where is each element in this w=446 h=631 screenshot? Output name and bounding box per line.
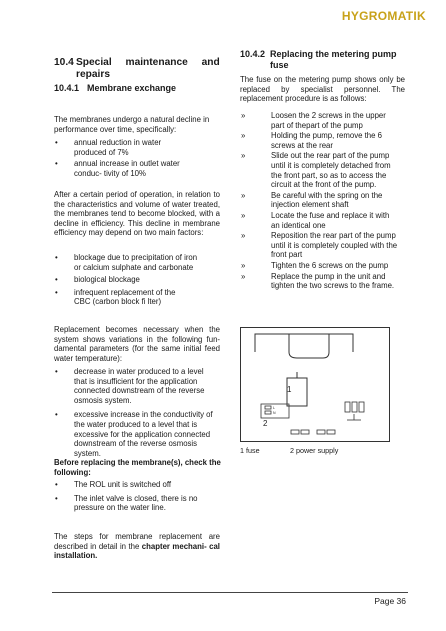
paragraph-fuse-intro: The fuse on the metering pump shows only be replaced by specialist personnel. The replacement procedure is as follows: — [240, 75, 405, 104]
list-item — [54, 275, 220, 285]
list-item — [54, 138, 220, 157]
step-text: Tighten the 6 screws on the pump — [271, 260, 389, 270]
section-title-line2: repairs — [76, 69, 110, 80]
procedure-step — [240, 231, 405, 260]
list-item-text: annual increase in outlet water conduc- tivity of 10% — [74, 159, 180, 178]
section-number: 10.4 — [54, 57, 74, 68]
list-item-text: The ROL unit is switched off — [74, 480, 172, 489]
subsection-title-2-line1: Replacing the metering pump — [270, 49, 397, 59]
list-item-text: infrequent replacement of the CBC (carbon block fi lter) — [74, 287, 176, 307]
paragraph-efficiency: After a certain period of operation, in relation to the characteristics and volume of water treated, the membranes tend to become blocked, with a decline in efficiency. This decline in membrane efficiency may depend on two main factors: — [54, 190, 220, 238]
label-terminal-l: L — [273, 406, 275, 410]
list-item-text: blockage due to precipitation of iron or calcium sulphate and carbonate — [74, 253, 198, 272]
list-item — [54, 480, 220, 490]
list-item-text: biological blockage — [74, 275, 140, 285]
list-variations — [54, 367, 220, 458]
list-item-text: decrease in water produced to a level that is insufficient for the application connected downstream of the reverse osmosis system. — [74, 367, 205, 405]
step-text: Holding the pump, remove the 6 screws at the rear — [271, 131, 382, 150]
board-top-outline — [255, 334, 353, 352]
caption-power-supply: 2 power supply — [290, 446, 339, 455]
step-marker: » — [241, 210, 246, 220]
step-marker: » — [241, 111, 246, 120]
procedure-step — [240, 131, 405, 150]
board-notch — [289, 334, 329, 358]
subsection-heading — [54, 83, 222, 94]
subsection-title: Membrane exchange — [87, 83, 177, 93]
paragraph-intro: The membranes undergo a natural decline in performance over time, specifically: — [54, 115, 210, 134]
bullet-marker: • — [55, 410, 58, 420]
list-item — [54, 159, 220, 178]
list-item-text: annual reduction in water produced of 7% — [74, 138, 162, 157]
component-c — [359, 402, 364, 412]
bullet-marker: • — [55, 253, 58, 262]
bullet-marker: • — [55, 159, 58, 169]
page-number: Page 36 — [374, 596, 406, 606]
step-marker: » — [241, 231, 246, 241]
list-procedure — [240, 111, 405, 291]
paragraph-replacement: Replacement becomes necessary when the system shows variations in the following fun- damental parameters (for the same initial feed water temperature): — [54, 325, 220, 363]
label-terminal-n: N — [273, 411, 276, 415]
section-heading — [54, 57, 222, 81]
subsection-title-2-line2: fuse — [270, 60, 289, 70]
bullet-marker: • — [55, 493, 58, 503]
bullet-marker: • — [55, 287, 58, 297]
subsection-number: 10.4.1 — [54, 83, 80, 93]
procedure-step — [240, 272, 405, 291]
list-checks — [54, 480, 220, 513]
step-marker: » — [241, 260, 246, 270]
circuit-board-drawing — [241, 328, 389, 441]
check-heading: Before replacing the membrane(s), check the following: — [54, 458, 221, 477]
step-text: Reposition the rear part of the pump until it is completely coupled with the front part — [271, 231, 398, 260]
subsection-heading-2 — [240, 49, 410, 71]
procedure-step — [240, 261, 405, 271]
component-b — [352, 402, 357, 412]
procedure-step — [240, 111, 405, 130]
list-item — [54, 253, 220, 272]
label-power-number: 2 — [263, 419, 268, 428]
list-decline — [54, 138, 220, 178]
list-item — [54, 494, 220, 513]
caption-fuse: 1 fuse — [240, 446, 260, 455]
list-item — [54, 367, 220, 405]
procedure-step — [240, 191, 405, 210]
section-title-line1: Special maintenance and — [76, 57, 220, 68]
step-marker: » — [241, 271, 246, 281]
pump-circuit-diagram — [240, 327, 390, 442]
step-text: Loosen the 2 screws in the upper part of thepart of the pump — [271, 111, 386, 130]
steps-ref-text: The steps for membrane replacement are described in detail in the — [54, 532, 220, 551]
bottom-connector-2 — [301, 430, 309, 434]
step-marker: » — [241, 151, 246, 161]
bullet-marker: • — [55, 138, 58, 147]
bottom-connector-4 — [327, 430, 335, 434]
procedure-step — [240, 151, 405, 189]
bullet-marker: • — [55, 480, 58, 489]
list-item-text: The inlet valve is closed, there is no pressure on the water line. — [74, 493, 198, 513]
list-item — [54, 288, 220, 307]
bottom-connector-3 — [317, 430, 325, 434]
terminal-n — [265, 411, 271, 414]
bottom-connector-1 — [291, 430, 299, 434]
footer-divider — [52, 592, 408, 593]
step-text: Replace the pump in the unit and tighten the two screws to the frame. — [271, 271, 395, 291]
step-marker: » — [241, 190, 246, 200]
subsection-number-2: 10.4.2 — [240, 49, 266, 59]
list-factors — [54, 253, 220, 307]
step-text: Slide out the rear part of the pump until it is completely detached from the front part, so as to access the circuit at the front of the pump. — [271, 151, 391, 190]
terminal-l — [265, 406, 271, 409]
list-item — [54, 410, 220, 458]
paragraph-steps-ref — [54, 532, 220, 561]
step-text: Be careful with the spring on the injection element shaft — [271, 190, 383, 210]
bullet-marker: • — [55, 275, 58, 285]
bullet-marker: • — [55, 367, 58, 376]
hygromatik-logo: HYGROMATIK — [341, 9, 426, 23]
chapter-link[interactable]: chapter mechani- cal installation. — [54, 541, 220, 561]
label-fuse-number: 1 — [287, 385, 292, 394]
step-text: Locate the fuse and replace it with an identical one — [271, 210, 390, 230]
component-a — [345, 402, 350, 412]
step-marker: » — [241, 131, 246, 141]
procedure-step — [240, 211, 405, 230]
list-item-text: excessive increase in the conductivity of the water produced to a level that is excessive for the application connected downstream of the reverse osmosis system. — [74, 410, 213, 458]
